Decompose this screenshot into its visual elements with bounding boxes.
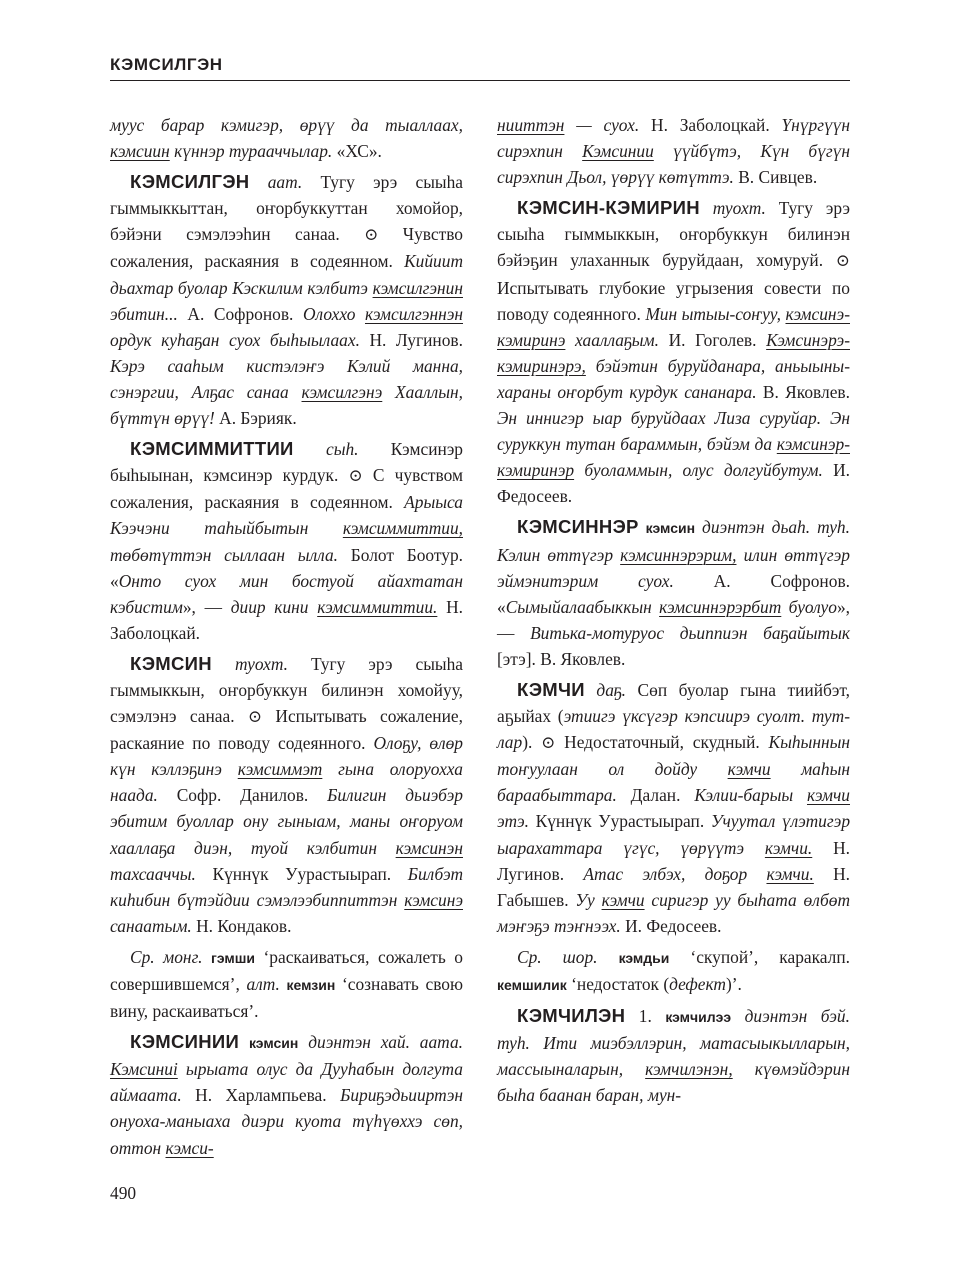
headword: КЭМСИММИТТИИ [130,438,294,460]
entry-kemsimmittii: КЭМСИММИТТИИ сыһ. Кэмсинэр быһыынан, кэмсинэр курдук. ⊙ С чувством сожаления, раскаяния в содеянном. Арыыса Кээчэни таһыйбытын кэмсиммиттии, төбөтүттэн сыллаан ылла. Болот Боотур. «Онто суох мин бостуой айахтатан кэбистим», — диир кини кэмсиммиттии. Н. Заболоцкай. [110,438,463,643]
entry-kemchi: КЭМЧИ даҕ. Сөп буолар гына тиийбэт, аҕыйах (этиигэ үксүгэр кэпсиирэ суолт. тут-лар). ⊙ Недостаточный, скудный. Кыһыннын тоҥуулаан ол дойду кэмчи маһын бараабыттара. Далан. Кэлии-барыы кэмчи этэ. Күннүк Уурастыырап. Учуутал үлэтигэр ыарахаттара үгүс, үөрүүтэ кэмчи. Н. Лугинов. Атас элбэх, доҕор кэмчи. Н. Габышев. Уу кэмчи сиригэр уу быһата өлбөт мэҥэҕэ тэҥнээх. И. Федосеев. [497,678,851,936]
circle-dot-marker-icon: ⊙ [247,707,263,727]
etymology-note: Ср. монг. гэмши ‘раскаиваться, сожалеть о совершившемся’, алт. кемзин ‘сознавать свою вину, раскаиваться’. [110,946,463,1022]
entry-kemsinii: КЭМСИНИИ кэмсин диэнтэн хай. аата. Кэмсиниі ырыата олус да Дууһабын долгута аймаата. Н. Харлампьева. Бириҕэдьииртэн онуоха-маныаха диэри куота түһүөххэ сөп, оттон кэмси- [110,1031,463,1158]
entry-kemsilgen: КЭМСИЛГЭН аат. Тугу эрэ сыыһа гыммыккыттан, оҥорбуккуттан хомойор, бэйэни сэмэлээһин санаа. ⊙ Чувство сожаления, раскаяния в содеянном. Кийиит дьахтар буолар Кэскилим кэлбитэ кэмсилгэнин эбитин... А. Софронов. Олоххо кэмсилгэннэн ордук куһаҕан суох быһыылаах. Н. Лугинов. Кэрэ сааһым кистэлэҥэ Кэлий манна, сэнэргии, Алҕас санаа кэмсилгэнэ Хааллын, бүттүн өрүү! А. Бэрияк. [110,171,463,429]
headword: КЭМСИЛГЭН [130,171,250,193]
entry-kemsin: КЭМСИН туохт. Тугу эрэ сыыһа гыммыккын, оҥорбуккун билинэн хомойуу, сэмэлэнэ санаа. ⊙ Испытывать сожаление, раскаяние по поводу содеянного. Олоҕу, өлөр күн кэллэҕинэ кэмсиммэт гына олоруохха наада. Софр. Данилов. Билигин дьиэбэр эбитим буоллар ону гыныам, маны оҥоруом хааллаҕа диэн, туой кэлбитин кэмсинэн тахсааччы. Күннүк Уурастыырап. Билбэт киһибин бүтэйдии сэмэлээбиппиттэн кэмсинэ санаатым. Н. Кондаков. [110,652,464,936]
circle-dot-marker-icon: ⊙ [835,251,850,271]
entry-kemsinner: КЭМСИННЭР кэмсин диэнтэн дьаһ. туһ. Кэлин өттүгэр кэмсиннэрэрим, илин өттүгэр эймэнитэрим суох. А. Софронов. «Сымыйалаабыккын кэмсиннэрэрбит буолуо», — Витька-мотуруос дьиппиэн баҕайытык [этэ]. В. Яковлев. [497,516,850,669]
left-column [110,112,463,1166]
entry-kemsin-kemirin: КЭМСИН-КЭМИРИН туохт. Тугу эрэ сыыһа гыммыккын, оҥорбуккун билинэн бэйэҕин улаханнык буруйдаан, хомуруй. ⊙ Испытывать глубокие угрызения совести по поводу содеянного. Мин ытыы-соҥуу, кэмсинэ-кэмиринэ хааллаҕым. И. Гоголев. Кэмсинэрэ-кэмиринэрэ, бэйэтин буруйданара, аньыыны-хараны оҥорбут курдук сананара. В. Яковлев. Эн иннигэр ыар буруйдаах Лиза суруйар. Эн суруккун тутан бараммын, бэйэм да кэмсинэр-кэмиринэр буоламмын, олус долгуйбутум. И. Федосеев. [497,197,850,507]
etymology-note: Ср. шор. кэмдьи ‘скупой’, каракалп. кемшилик ‘недостаток (дефект)’. [497,946,850,994]
page-number: 490 [110,1183,137,1203]
headword: КЭМСИННЭР [517,516,639,538]
headword: КЭМСИН-КЭМИРИН [517,197,700,219]
circle-dot-marker-icon: ⊙ [348,466,363,486]
circle-dot-marker-icon: ⊙ [541,733,556,753]
headword: КЭМЧИ [517,678,585,700]
right-column [497,112,850,1113]
headword: КЭМСИНИИ [130,1031,240,1053]
entry-kemchilen: КЭМЧИЛЭН 1. кэмчилээ диэнтэн бэй. туһ. Ити миэбэллэрин, матасыыкылларын, массыыналарын, кэмчилэнэн, күөмэйдэрин быһа баанан баран, мун- [497,1005,850,1106]
headword-usage: кэмсиин [110,141,170,162]
headword: КЭМСИН [130,652,212,674]
entry-continuation: нииттэн — суох. Н. Заболоцкай. Үнүргүүн сирэхпин Кэмсинии үүйбүтэ, Күн бүгүн сирэхпин Дьол, үөрүү көтүттэ. В. Сивцев. [497,115,850,188]
running-head-title: КЭМСИЛГЭН [110,55,223,74]
running-header [110,54,850,81]
entry-continuation: муус барар кэмигэр, өрүү да тыаллаах, кэмсиин күннэр турааччылар. «ХС». [110,115,463,162]
circle-dot-marker-icon: ⊙ [364,225,379,245]
headword: КЭМЧИЛЭН [517,1005,626,1027]
